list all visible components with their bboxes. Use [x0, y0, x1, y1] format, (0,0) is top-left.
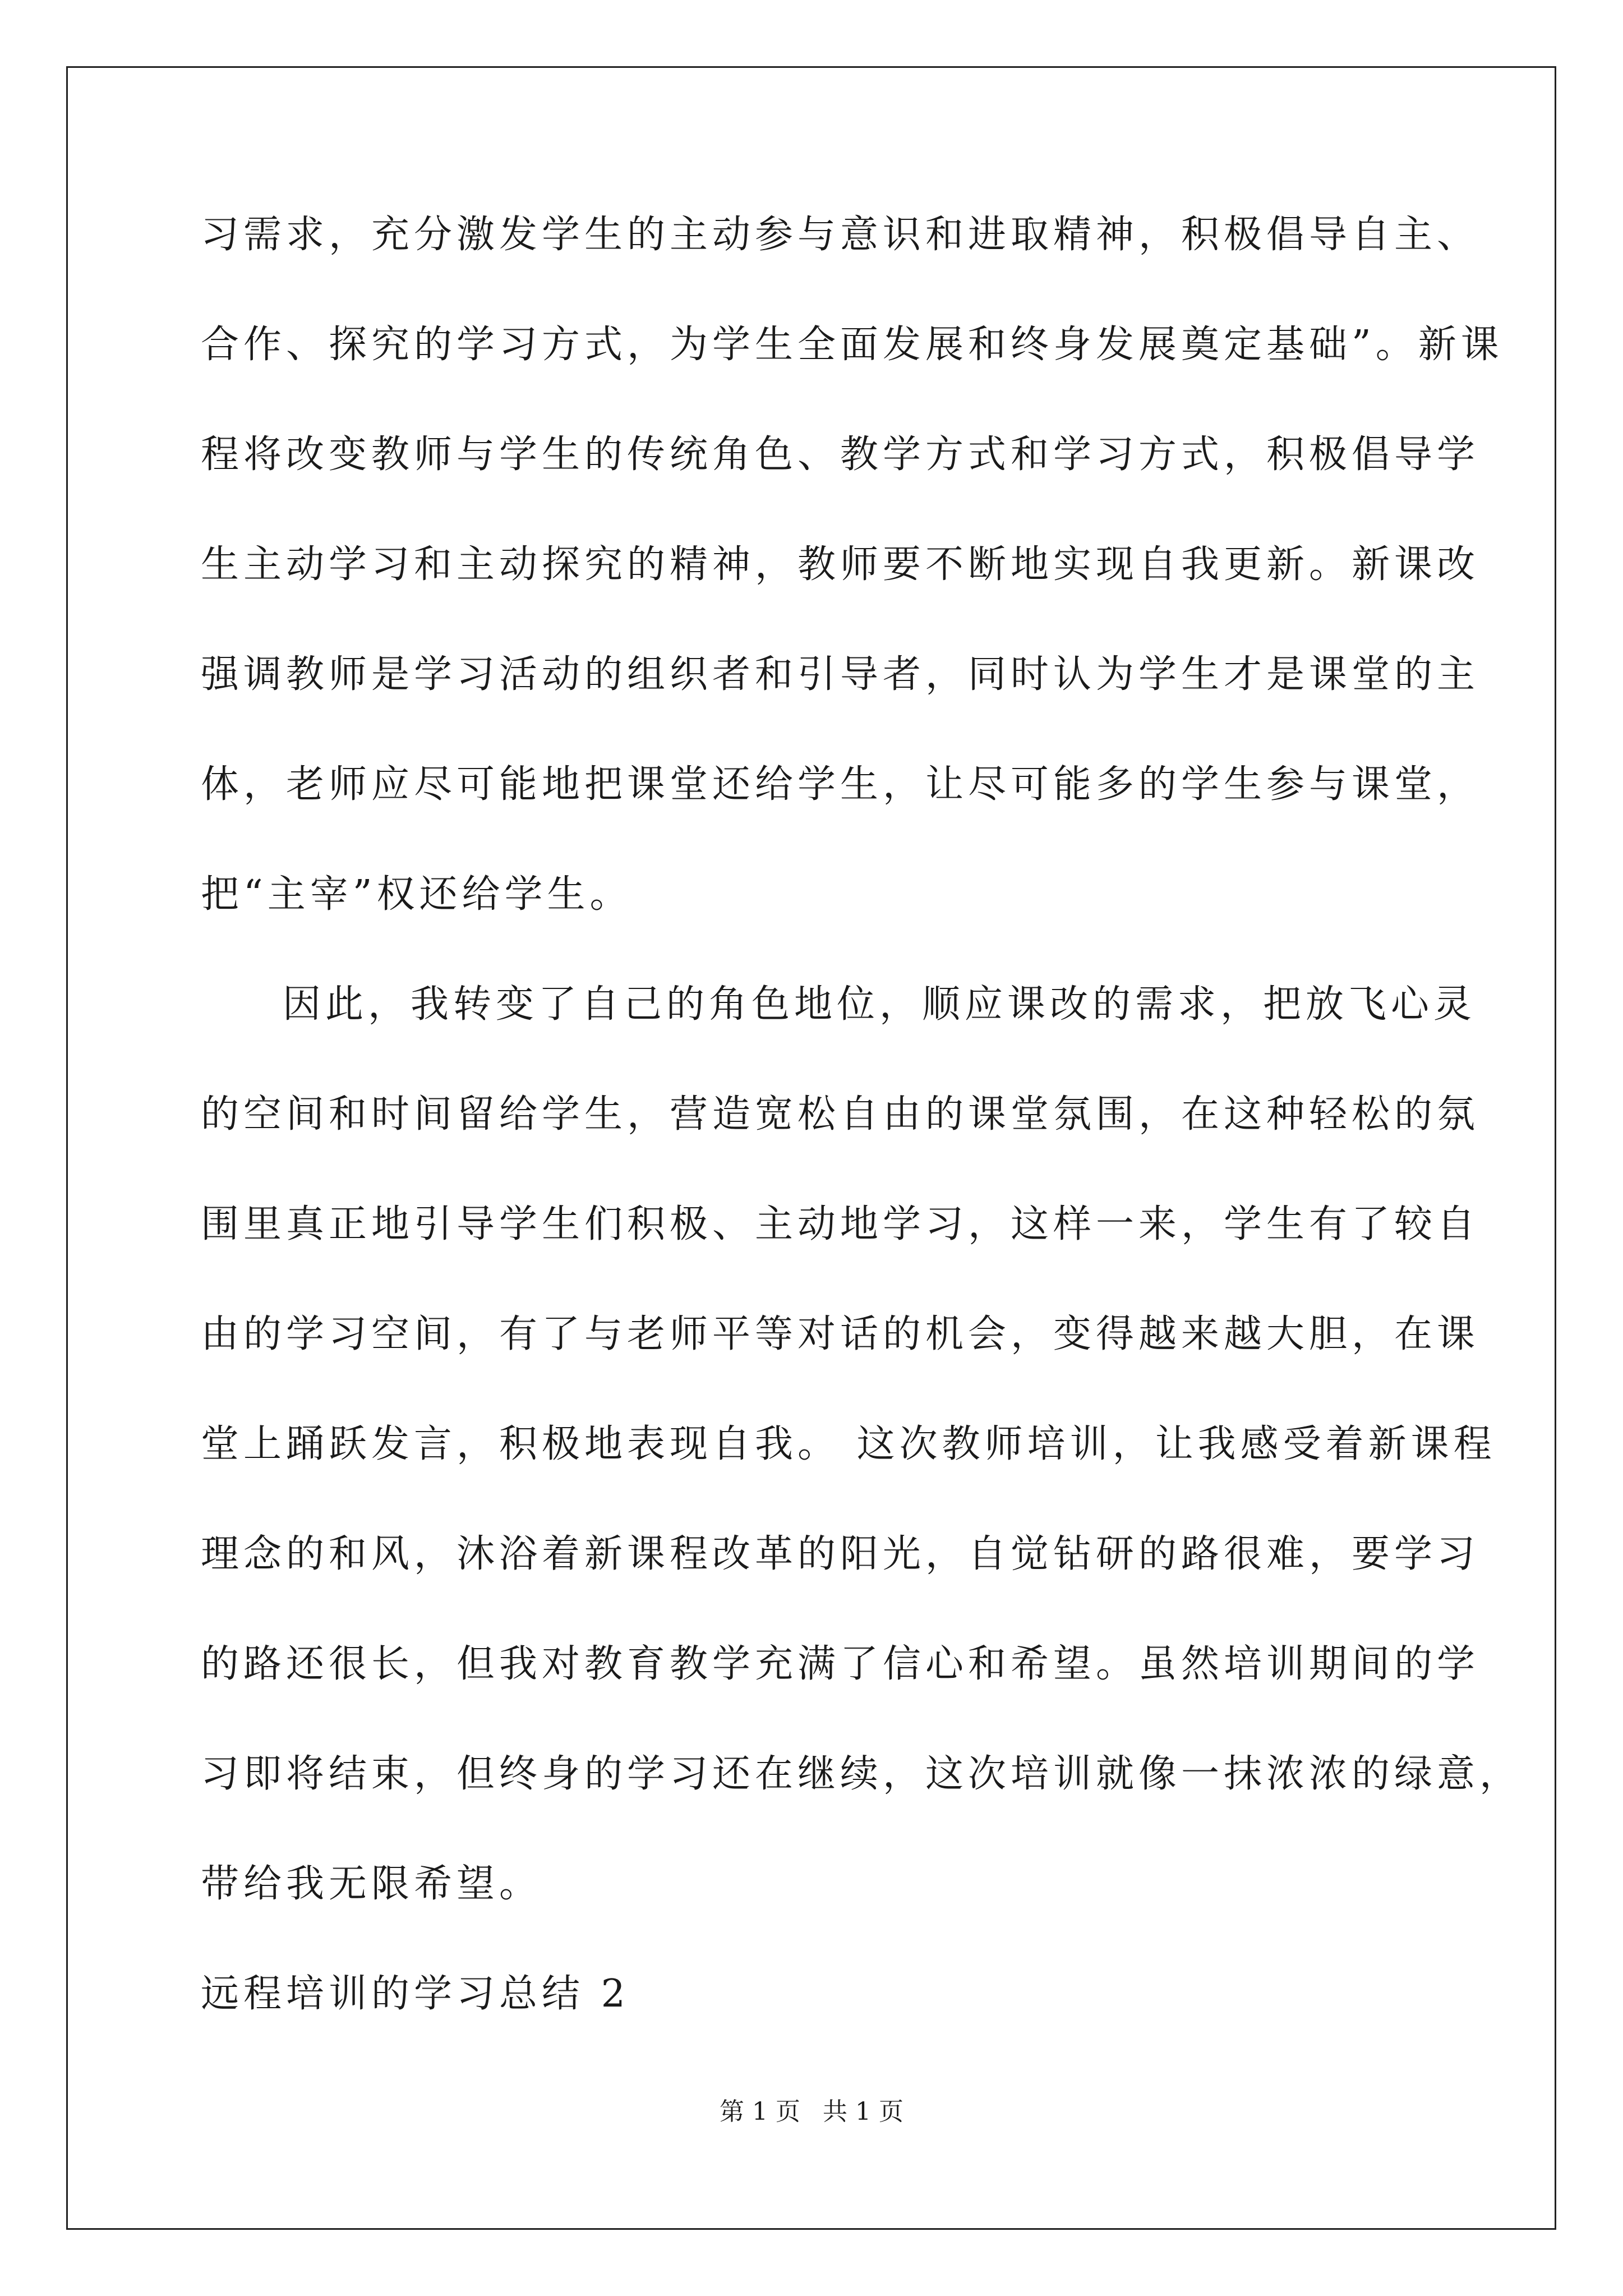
- text-line: 理念的和风，沐浴着新课程改革的阳光，自觉钻研的路很难，要学习: [201, 1532, 1480, 1576]
- text-line: 习即将结束，但终身的学习还在继续，这次培训就像一抹浓浓的绿意，: [201, 1752, 1523, 1796]
- text-line: 程将改变教师与学生的传统角色、教学方式和学习方式，积极倡导学: [201, 432, 1480, 477]
- text-line: 把“主宰”权还给学生。: [201, 872, 633, 917]
- text-line: 合作、探究的学习方式，为学生全面发展和终身发展奠定基础”。新课: [201, 323, 1504, 367]
- document-body: [201, 202, 1523, 2071]
- text-line: 因此，我转变了自己的角色地位，顺应课改的需求，把放飞心灵: [283, 982, 1477, 1027]
- text-line: 带给我无限希望。: [201, 1862, 542, 1906]
- text-line: 生主动学习和主动探究的精神，教师要不断地实现自我更新。新课改: [201, 542, 1480, 587]
- text-line: 堂上踊跃发言，积极地表现自我。 这次教师培训，让我感受着新课程: [201, 1422, 1496, 1466]
- page-number: 第 1 页: [720, 2097, 800, 2126]
- section-heading: 远程培训的学习总结 2: [201, 1972, 630, 2016]
- text-line: 的空间和时间留给学生，营造宽松自由的课堂氛围，在这种轻松的氛: [201, 1092, 1480, 1137]
- page-total: 共 1 页: [823, 2097, 903, 2126]
- paragraph-2: [201, 972, 1523, 1961]
- paragraph-1: [201, 202, 1504, 972]
- page-footer: [0, 2095, 1623, 2129]
- text-line: 强调教师是学习活动的组织者和引导者，同时认为学生才是课堂的主: [201, 652, 1480, 697]
- text-line: 由的学习空间，有了与老师平等对话的机会，变得越来越大胆，在课: [201, 1312, 1480, 1356]
- text-line: 习需求，充分激发学生的主动参与意识和进取精神，积极倡导自主、: [201, 213, 1480, 257]
- text-line: 的路还很长，但我对教育教学充满了信心和希望。虽然培训期间的学: [201, 1642, 1480, 1686]
- text-line: 围里真正地引导学生们积极、主动地学习，这样一来，学生有了较自: [201, 1202, 1480, 1246]
- text-line: 体，老师应尽可能地把课堂还给学生，让尽可能多的学生参与课堂，: [201, 762, 1480, 807]
